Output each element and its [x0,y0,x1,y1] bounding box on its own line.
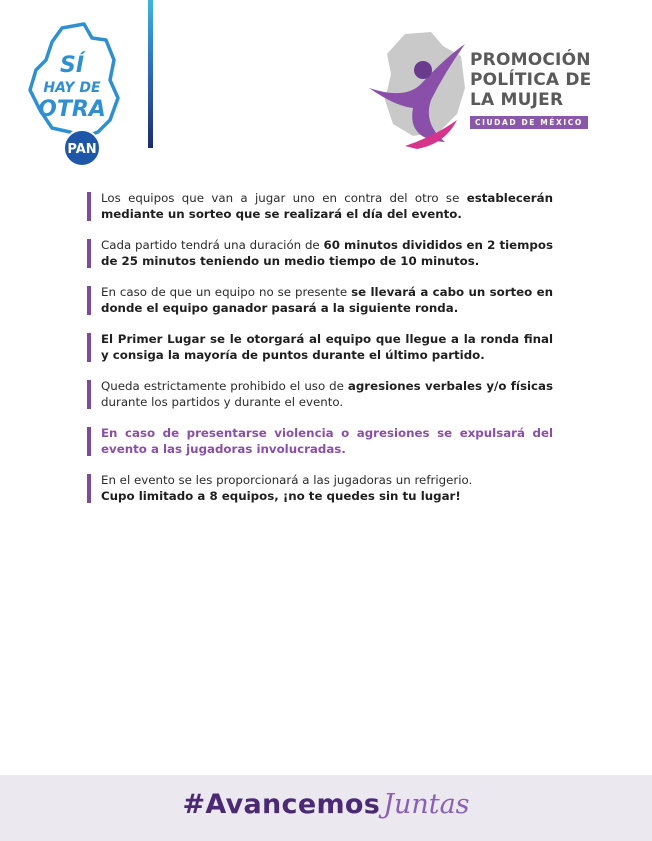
hashtag-main: #Avancemos [182,789,381,820]
rule-text: Cada partido tendrá una duración de [101,238,324,252]
rule-item-warning [87,425,553,457]
hashtag [0,789,652,820]
rule-bold-text: establecerán mediante un sorteo que se realizará el día del evento. [101,191,553,221]
rule-item [87,284,553,316]
brand-subtitle-badge: CIUDAD DE MÉXICO [470,116,588,129]
logo-otra-text: OTRA [38,97,106,122]
rule-item [87,472,553,504]
rules-list [87,190,553,519]
rule-item [87,237,553,269]
rule-bold-text: se llevará a cabo un sorteo en donde el equipo ganador pasará a la siguiente ronda. [101,285,554,315]
brand-title-line-1: PROMOCIÓN [470,50,591,70]
rule-text-tail: durante los partidos y durante el evento. [101,395,344,409]
logo-si-text: SÍ [59,53,85,78]
brand-title-line-3: LA MUJER [470,90,564,110]
rule-bold-text: 60 minutos divididos en 2 tiempos de 25 minutos teniendo un medio tiempo de 10 minutos. [101,238,553,268]
rule-bold-text: Cupo limitado a 8 equipos, ¡no te quedes sin tu lugar! [101,489,461,503]
header-divider [148,0,153,148]
brand-title-line-2: POLÍTICA DE [470,70,592,90]
promocion-mujer-emblem [365,28,475,150]
rule-bold-text: El Primer Lugar se le otorgará al equipo que llegue a la ronda final y consiga la mayoría de puntos durante el último partido. [101,332,553,362]
rule-text: En caso de que un equipo no se presente [101,285,352,299]
hashtag-script: Juntas [383,789,470,820]
rule-text: Los equipos que van a jugar uno en contra del otro se [101,191,467,205]
promocion-mujer-brand [470,50,600,129]
pan-badge-text: PAN [67,142,97,157]
woman-figure-icon [365,28,475,150]
cdmx-outline-icon [22,20,127,170]
si-hay-de-otra-logo [22,20,127,170]
rule-bold-text: agresiones verbales y/o físicas [347,379,553,393]
rule-text: En el evento se les proporcionará a las jugadoras un refrigerio. [101,473,473,487]
footer-banner [0,775,652,841]
rule-item [87,378,553,410]
rule-bold-text: En caso de presentarse violencia o agresiones se expulsará del evento a las jugadoras involucradas. [101,426,553,456]
rule-text: Queda estrictamente prohibido el uso de [101,379,348,393]
logo-hay-de-text: HAY DE [43,80,101,96]
rule-item [87,331,553,363]
rule-item [87,190,553,222]
